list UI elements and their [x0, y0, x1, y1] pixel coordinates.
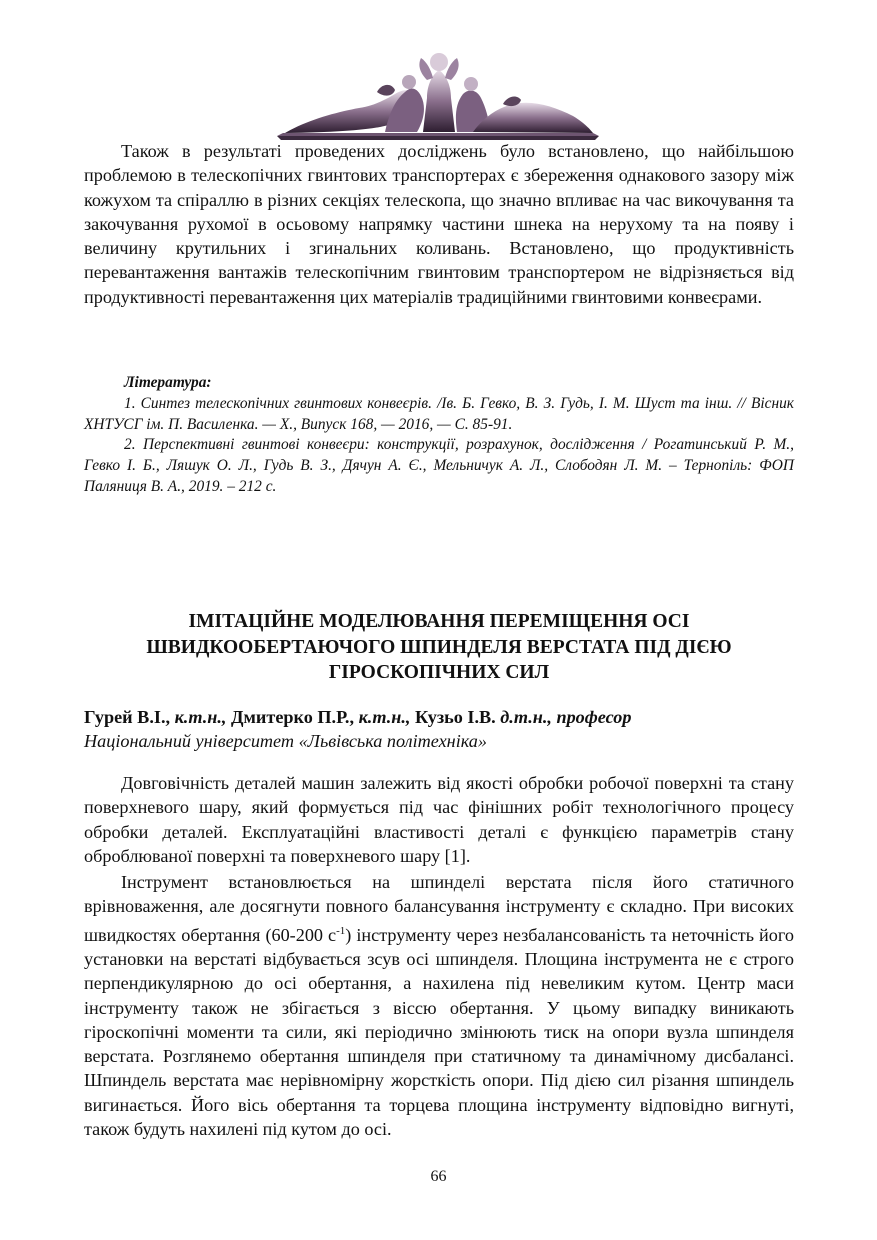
author-list [84, 705, 794, 729]
body-paragraph-1: Довговічність деталей машин залежить від якості обробки робочої поверхні та стану поверхневого шару, який формується під час фінішних робіт технологічного процесу обробки деталей. Експлуатаційні властивості деталі є функцією параметрів стану оброблюваної поверхні та поверхневого шару [1]. [84, 773, 794, 866]
paragraph-2-text-cont: ) інструменту через незбалансованість та неточність його установки на верстаті відбувається зсув осі шпинделя. Площина інструмента не є строго перпендикулярною до осі обертання, а нахилена під невеликим кутом. Центр маси інструменту також не збігається з віссю обертання. У цьому випадку виникають гіроскопічні моменти та сили, які періодично змінюють тиск на опори вузла шпинделя верстата. Розглянемо обертання шпинделя при статичному та динамічному дисбалансі. Шпиндель верстата має нерівномірну жорсткість опори. Під дією сил різання шпиндель вигинається. Його вісь обертання та торцева площина інструменту відповідно вигнуті, також будуть нахилені під кутом до осі. [84, 924, 794, 1140]
author-name: Кузьо І.В. [415, 707, 496, 727]
intro-paragraph: Також в результаті проведених досліджень було встановлено, що найбільшою проблемою в телескопічних гвинтових транспортерах є збереження однакового зазору між кожухом та спіраллю в різних секціях телескопа, що значно впливає на час викочування та закочування рухомої в осьовому напрямку частини шнека на нерухому та на появу і величину крутильних і згинальних коливань. Встановлено, що продуктивність перевантаження вантажів телескопічним гвинтовим транспортером не відрізняється від продуктивності перевантаження цих матеріалів традиційними гвинтовими конвеєрами. [84, 141, 794, 307]
page-number: 66 [430, 1168, 447, 1185]
affiliation: Національний університет «Львівська політехніка» [84, 731, 487, 751]
body-paragraph-2 [84, 870, 794, 1141]
author-degree: к.т.н., [174, 707, 227, 727]
reference-item-2: 2. Перспективні гвинтові конвеєри: конструкції, розрахунок, дослідження / Рогатинський Р. М., Гевко І. Б., Ляшук О. Л., Гудь В. З., Дячун А. Є., Мельничук А. Л., Слободян Л. М. – Тернопіль: ФОП Паляниця В. А., 2019. – 212 с. [84, 436, 794, 495]
title-line-3: ГІРОСКОПІЧНИХ СИЛ [328, 662, 550, 683]
literature-block [84, 373, 794, 498]
reference-item-1: 1. Синтез телескопічних гвинтових конвеєрів. /Ів. Б. Гевко, В. З. Гудь, І. М. Шуст та інш. // Вісник ХНТУСГ ім. П. Василенка. — Х., Випуск 168, — 2016, — С. 85-91. [84, 394, 794, 433]
paragraph-2-text: Інструмент встановлюється на шпинделі верстата після його статичного врівноваження, але досягнути повного балансування інструменту є складно. При високих швидкостях обертання (60-200 с [84, 872, 794, 945]
title-line-1: ІМІТАЦІЙНЕ МОДЕЛЮВАННЯ ПЕРЕМІЩЕННЯ ОСІ [188, 611, 690, 632]
article-title [84, 609, 794, 686]
classical-sculpture-group-icon [277, 48, 599, 140]
literature-heading-text: Література: [124, 374, 212, 391]
author-degree: к.т.н., [358, 707, 411, 727]
exponent: -1 [336, 924, 346, 937]
title-line-2: ШВИДКООБЕРТАЮЧОГО ШПИНДЕЛЯ ВЕРСТАТА ПІД ДІЄЮ [146, 636, 732, 658]
author-name: Гурей В.І., [84, 707, 171, 727]
author-name: Дмитерко П.Р., [231, 707, 355, 727]
author-degree: д.т.н., професор [500, 707, 632, 727]
